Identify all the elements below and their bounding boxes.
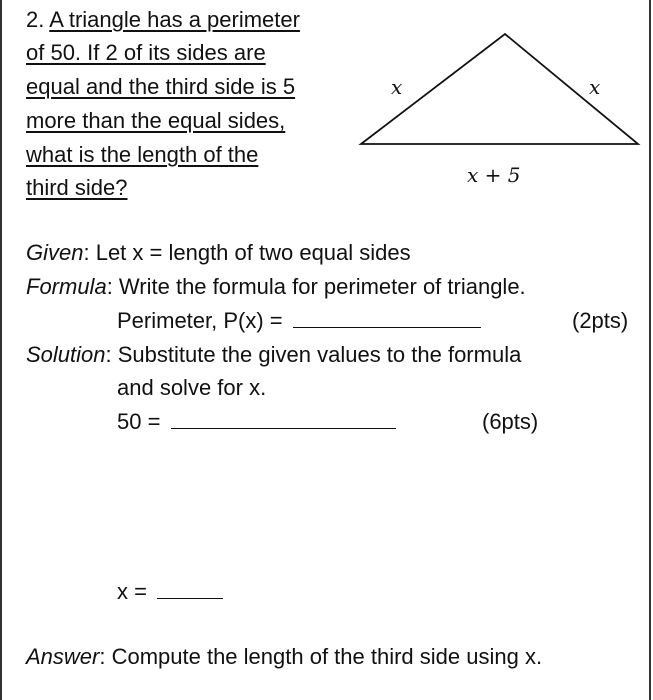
given-text: : Let x = length of two equal sides [83,240,411,265]
right-side-label: x [589,75,601,99]
problem-text-3: equal and the third side is 5 [26,74,296,99]
perimeter-answer-blank[interactable] [293,309,481,328]
given-label: Given [26,240,84,265]
perimeter-prefix: Perimeter, P(x) = [117,308,283,333]
answer-label: Answer [26,644,100,669]
solution-line [26,342,521,368]
given-line [26,240,411,266]
answer-text: : Compute the length of the third side using x. [99,644,543,669]
perimeter-points: (2pts) [572,308,629,333]
problem-number: 2. [26,7,45,32]
x-answer-blank[interactable] [157,580,223,599]
triangle-figure [355,25,645,195]
answer-line [26,644,542,670]
x-prefix: x = [117,579,147,604]
formula-line [26,274,526,300]
formula-label: Formula [26,274,107,299]
equation-points: (6pts) [482,409,539,434]
problem-line-1 [26,7,300,33]
problem-text-1: A triangle has a perimeter [49,7,300,32]
equation-answer-blank[interactable] [171,410,396,429]
equation-line [117,409,396,435]
equation-prefix: 50 = [117,409,161,434]
base-label: x + 5 [467,163,521,187]
problem-text-5: what is the length of the [26,142,259,167]
formula-text: : Write the formula for perimeter of triangle. [106,274,526,299]
problem-text-6: third side? [26,175,128,200]
solution-label: Solution [26,342,106,367]
left-side-label: x [391,75,403,99]
solution-line-2: and solve for x. [117,375,267,400]
solution-text: : Substitute the given values to the formula [105,342,522,367]
problem-text-4: more than the equal sides, [26,108,286,133]
perimeter-line [117,308,481,334]
x-line [117,579,223,605]
problem-text-2: of 50. If 2 of its sides are [26,40,266,65]
